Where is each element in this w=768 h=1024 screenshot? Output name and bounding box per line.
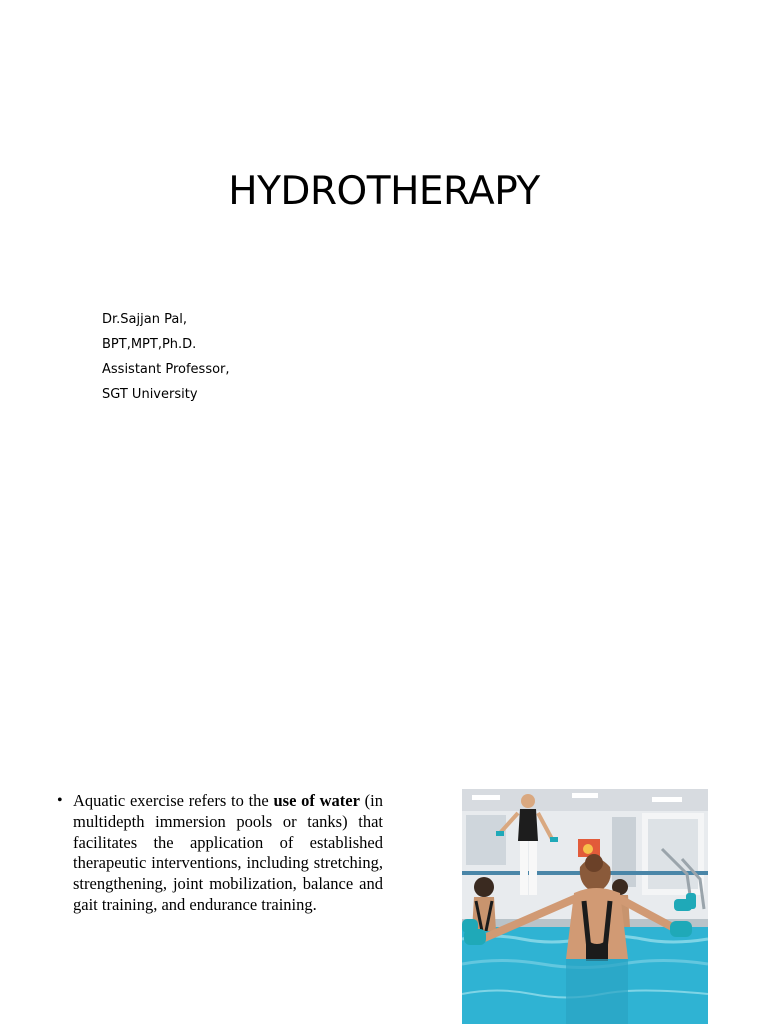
author-degrees: BPT,MPT,Ph.D. (102, 337, 197, 352)
author-university: SGT University (102, 387, 198, 402)
bullet-text-bold: use of water (273, 791, 360, 810)
bullet-text (73, 791, 383, 916)
slide-title: HYDROTHERAPY (228, 169, 540, 214)
bullet-text-part: Aquatic exercise refers to the (73, 791, 274, 810)
author-position: Assistant Professor, (102, 362, 230, 377)
list-item (57, 791, 383, 916)
author-name: Dr.Sajjan Pal, (102, 312, 188, 327)
bullet-icon: • (57, 792, 63, 809)
bullet-text-part: (in multidepth immersion pools or tanks) that facilitates the application of established therapeutic interventions, including stretching, strengthening, joint mobilization, balance and gait training, and endurance training. (73, 791, 383, 914)
author-info (102, 307, 230, 407)
aquatic-exercise-photo (462, 789, 708, 1024)
definition-bullet-list (57, 791, 383, 916)
